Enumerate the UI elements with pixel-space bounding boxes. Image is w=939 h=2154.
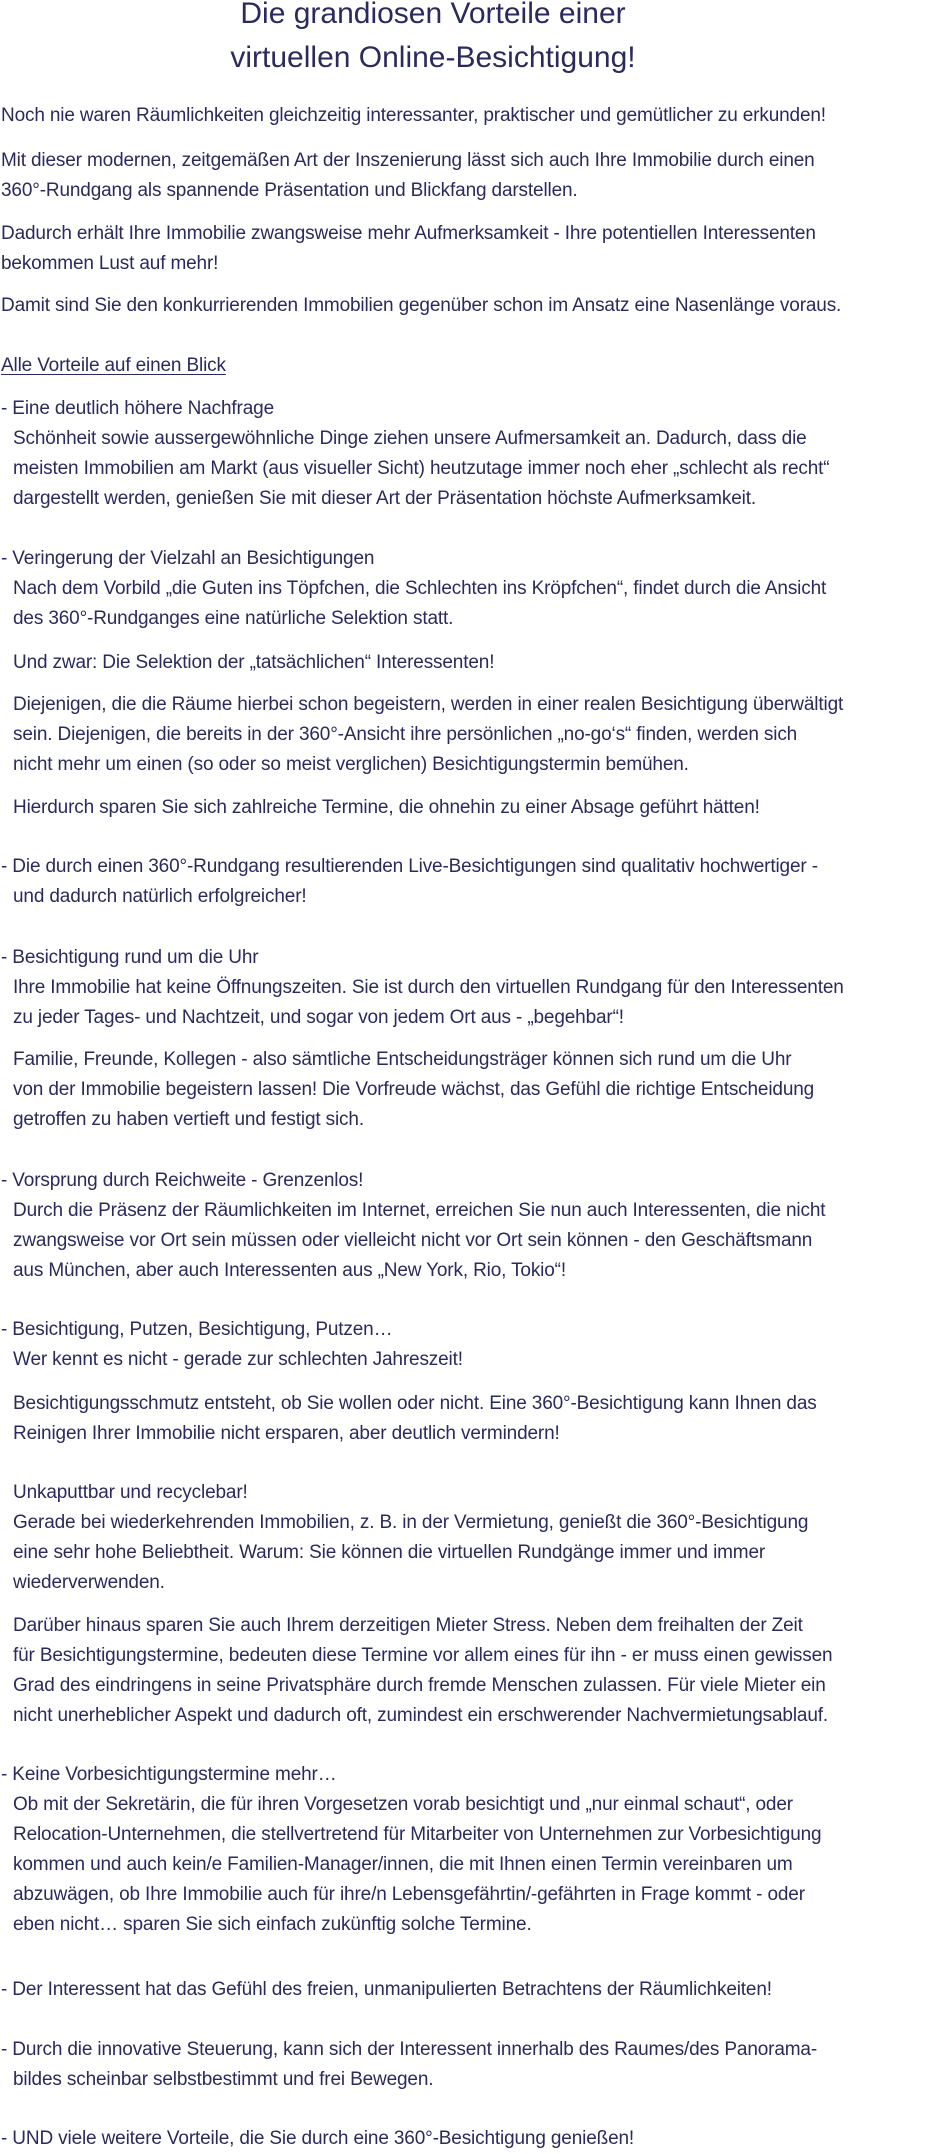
text-line: Reinigen Ihrer Immobilie nicht ersparen, aber deutlich vermindern!: [13, 1423, 560, 1444]
benefits-heading-text: Alle Vorteile auf einen Blick: [1, 355, 226, 376]
text-line: von der Immobilie begeistern lassen! Die Vorfreude wächst, das Gefühl die richtige Entscheidung: [13, 1079, 815, 1100]
benefit-heading: - UND viele weitere Vorteile, die Sie durch eine 360°-Besichtigung genießen!: [1, 2128, 635, 2149]
benefit-around-the-clock: [1, 943, 844, 1033]
text-line: getroffen zu haben vertieft und festigt sich.: [13, 1109, 364, 1130]
benefit-many-more: [1, 2124, 634, 2154]
text-line: eine sehr hohe Beliebtheit. Warum: Sie können die virtuellen Rundgänge immer und immer: [13, 1542, 766, 1563]
text-line: bekommen Lust auf mehr!: [1, 253, 219, 274]
text-line: Grad des eindringens in seine Privatsphäre durch fremde Menschen zulassen. Für viele Mieter ein: [13, 1675, 826, 1696]
text-line: Familie, Freunde, Kollegen - also sämtliche Entscheidungsträger können sich rund um die Uhr: [13, 1049, 792, 1070]
page-title: [0, 0, 866, 80]
intro-paragraph-1: [1, 101, 826, 131]
text-line: Damit sind Sie den konkurrierenden Immobilien gegenüber schon im Ansatz eine Nasenlänge voraus.: [1, 295, 842, 316]
benefit-paragraph: [1, 648, 494, 678]
text-line: sein. Diejenigen, die bereits in der 360°-Ansicht ihre persönlichen „no-go‘s“ finden, werden sich: [13, 724, 798, 745]
text-line: zwangsweise vor Ort sein müssen oder vielleicht nicht vor Ort sein können - den Geschäftsmann: [13, 1230, 813, 1251]
text-line: Relocation-Unternehmen, die stellvertretend für Mitarbeiter von Unternehmen zur Vorbesichtigung: [13, 1824, 822, 1845]
text-line: bildes scheinbar selbstbestimmt und frei Bewegen.: [13, 2069, 434, 2090]
page-title-line-2: virtuellen Online-Besichtigung!: [230, 41, 636, 74]
text-line: aus München, aber auch Interessenten aus „New York, Rio, Tokio“!: [13, 1260, 566, 1281]
text-line: Wer kennt es nicht - gerade zur schlechten Jahreszeit!: [13, 1349, 463, 1370]
text-line: dargestellt werden, genießen Sie mit dieser Art der Präsentation höchste Aufmerksamkeit.: [13, 488, 756, 509]
text-line: nicht unerheblicher Aspekt und dadurch oft, zumindest ein erschwerender Nachvermietungsablauf.: [13, 1705, 828, 1726]
intro-paragraph-4: [1, 291, 841, 321]
benefit-reach: [1, 1166, 825, 1286]
text-line: abzuwägen, ob Ihre Immobilie auch für ihre/n Lebensgefährtin/-gefährten in Frage kommt - oder: [13, 1884, 805, 1905]
benefit-cleaning: [1, 1315, 463, 1375]
text-line: Durch die Präsenz der Räumlichkeiten im Internet, erreichen Sie nun auch Interessenten, die nicht: [13, 1200, 826, 1221]
text-line: Gerade bei wiederkehrenden Immobilien, z. B. in der Vermietung, genießt die 360°-Besichtigung: [13, 1512, 809, 1533]
text-line: eben nicht… sparen Sie sich einfach zukünftig solche Termine.: [13, 1914, 532, 1935]
text-line: Mit dieser modernen, zeitgemäßen Art der Inszenierung lässt sich auch Ihre Immobilie durch einen: [1, 150, 815, 171]
benefit-heading: - Veringerung der Vielzahl an Besichtigungen: [1, 548, 375, 569]
text-line: 360°-Rundgang als spannende Präsentation und Blickfang darstellen.: [1, 180, 578, 201]
benefit-fewer-viewings: [1, 544, 826, 634]
benefit-heading: - Durch die innovative Steuerung, kann sich der Interessent innerhalb des Raumes/des Panorama-: [1, 2039, 818, 2060]
benefit-heading: - Keine Vorbesichtigungstermine mehr…: [1, 1764, 337, 1785]
text-line: kommen und auch kein/e Familien-Manager/innen, die mit Ihnen einen Termin vereinbaren um: [13, 1854, 793, 1875]
text-line: Nach dem Vorbild „die Guten ins Töpfchen, die Schlechten ins Kröpfchen“, findet durch die Ansicht: [13, 578, 827, 599]
benefit-heading: - Eine deutlich höhere Nachfrage: [1, 398, 274, 419]
benefit-no-preview-appointments: [1, 1760, 821, 1940]
text-line: Und zwar: Die Selektion der „tatsächlichen“ Interessenten!: [13, 652, 495, 673]
benefit-paragraph: [1, 1611, 832, 1731]
text-line: des 360°-Rundganges eine natürliche Selektion statt.: [13, 608, 454, 629]
text-line: wiederverwenden.: [13, 1572, 165, 1593]
benefit-innovative-control: [1, 2035, 817, 2095]
text-line: Darüber hinaus sparen Sie auch Ihrem derzeitigen Mieter Stress. Neben dem freihalten der Zeit: [13, 1615, 803, 1636]
text-line: zu jeder Tages- und Nachtzeit, und sogar von jedem Ort aus - „begehbar“!: [13, 1007, 624, 1028]
benefit-reusable: [1, 1478, 808, 1598]
text-line: Ihre Immobilie hat keine Öffnungszeiten. Sie ist durch den virtuellen Rundgang für den Interessenten: [13, 977, 844, 998]
text-line: Hierdurch sparen Sie sich zahlreiche Termine, die ohnehin zu einer Absage geführt hätten!: [13, 797, 760, 818]
text-line: Ob mit der Sekretärin, die für ihren Vorgesetzen vorab besichtigt und „nur einmal schaut“, oder: [13, 1794, 793, 1815]
benefit-heading: - Der Interessent hat das Gefühl des freien, unmanipulierten Betrachtens der Räumlichkeiten!: [1, 1979, 772, 2000]
intro-paragraph-2: [1, 146, 815, 206]
text-line: Noch nie waren Räumlichkeiten gleichzeitig interessanter, praktischer und gemütlicher zu erkunden!: [1, 105, 826, 126]
benefit-heading: - Besichtigung, Putzen, Besichtigung, Putzen…: [1, 1319, 393, 1340]
text-line: und dadurch natürlich erfolgreicher!: [13, 886, 307, 907]
benefit-paragraph: [1, 793, 760, 823]
benefit-heading: - Besichtigung rund um die Uhr: [1, 947, 259, 968]
text-line: nicht mehr um einen (so oder so meist verglichen) Besichtigungstermin bemühen.: [13, 754, 689, 775]
benefit-heading: Unkaputtbar und recyclebar!: [13, 1482, 248, 1503]
benefit-heading: - Die durch einen 360°-Rundgang resultierenden Live-Besichtigungen sind qualitativ hochwertiger -: [1, 856, 818, 877]
benefit-quality-viewings: [1, 852, 818, 912]
text-line: Diejenigen, die die Räume hierbei schon begeistern, werden in einer realen Besichtigung überwältigt: [13, 694, 844, 715]
intro-paragraph-3: [1, 219, 816, 279]
benefit-free-viewing: [1, 1975, 772, 2005]
benefit-demand: [1, 394, 830, 514]
benefit-paragraph: [1, 1389, 817, 1449]
text-line: für Besichtigungstermine, bedeuten diese Termine vor allem eines für ihn - er muss einen gewissen: [13, 1645, 833, 1666]
benefit-heading: - Vorsprung durch Reichweite - Grenzenlos!: [1, 1170, 364, 1191]
text-line: Schönheit sowie aussergewöhnliche Dinge ziehen unsere Aufmersamkeit an. Dadurch, dass die: [13, 428, 807, 449]
text-line: Dadurch erhält Ihre Immobilie zwangsweise mehr Aufmerksamkeit - Ihre potentiellen Interessenten: [1, 223, 816, 244]
page-title-line-1: Die grandiosen Vorteile einer: [240, 0, 626, 30]
text-line: meisten Immobilien am Markt (aus visueller Sicht) heutzutage immer noch eher „schlecht als recht“: [13, 458, 830, 479]
text-line: Besichtigungsschmutz entsteht, ob Sie wollen oder nicht. Eine 360°-Besichtigung kann Ihnen das: [13, 1393, 817, 1414]
benefit-paragraph: [1, 690, 843, 780]
benefit-paragraph: [1, 1045, 814, 1135]
benefits-heading: [1, 351, 226, 381]
